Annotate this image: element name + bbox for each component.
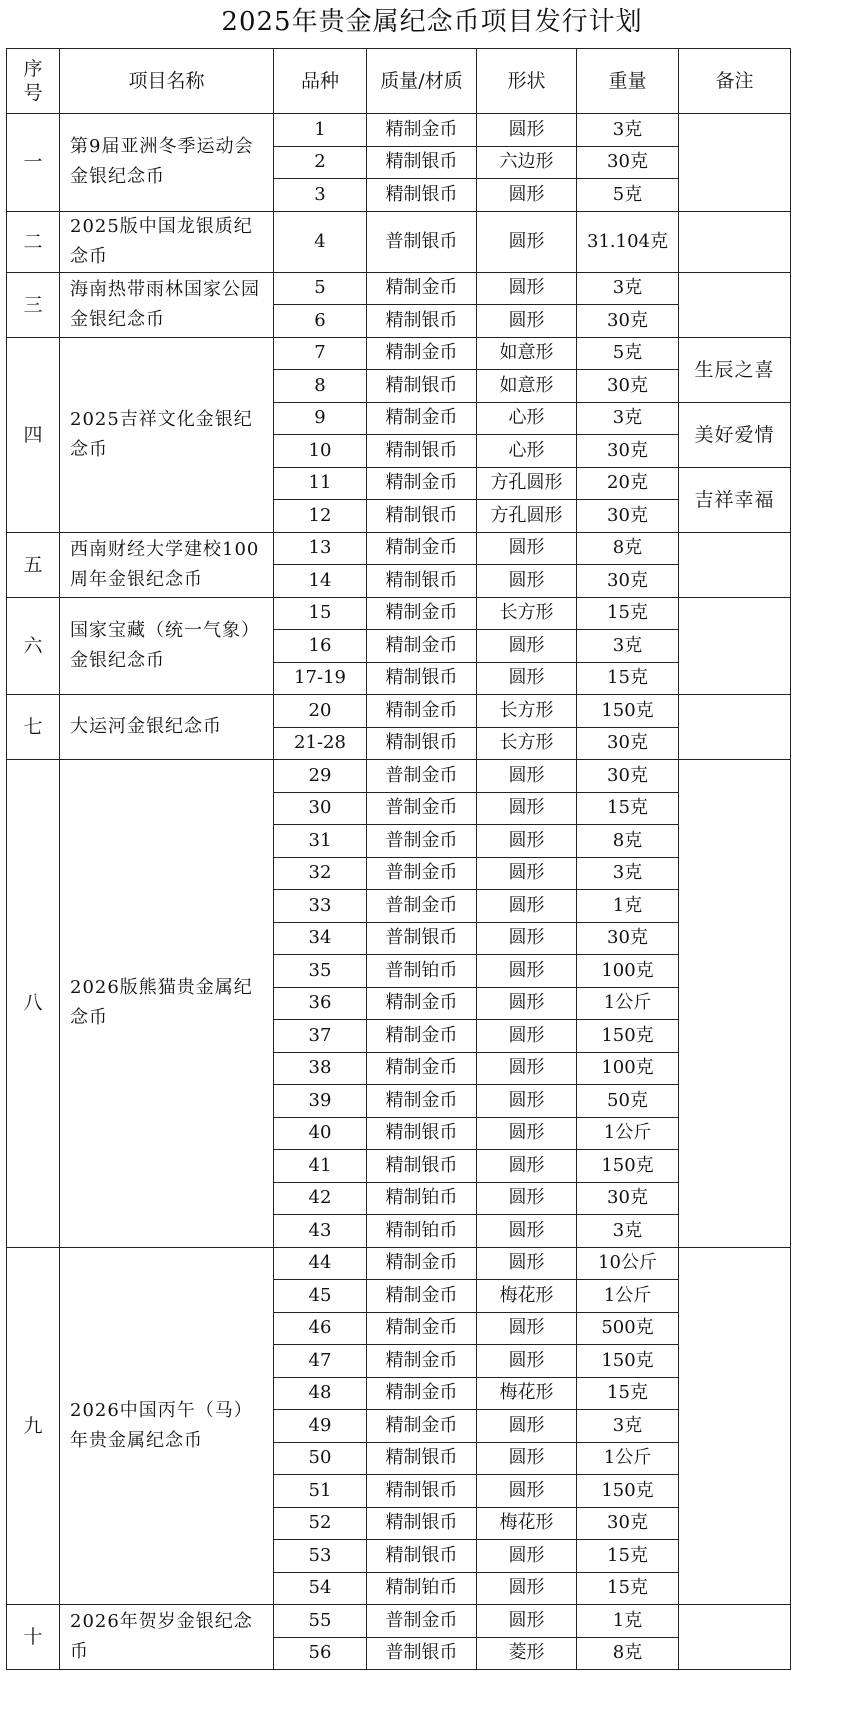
material-cell: 精制银币	[367, 565, 477, 598]
weight-cell: 3克	[577, 857, 679, 890]
weight-cell: 50克	[577, 1085, 679, 1118]
table-row	[7, 211, 791, 272]
shape-cell: 圆形	[477, 114, 577, 147]
variety-cell: 41	[274, 1150, 367, 1183]
shape-cell: 圆形	[477, 532, 577, 565]
weight-cell: 150克	[577, 1020, 679, 1053]
project-name: 第9届亚洲冬季运动会金银纪念币	[60, 114, 274, 212]
weight-cell: 30克	[577, 565, 679, 598]
table-row	[7, 1605, 791, 1638]
note-cell	[679, 597, 791, 695]
shape-cell: 圆形	[477, 305, 577, 338]
material-cell: 精制银币	[367, 662, 477, 695]
material-cell: 精制银币	[367, 727, 477, 760]
shape-cell: 圆形	[477, 857, 577, 890]
shape-cell: 圆形	[477, 987, 577, 1020]
material-cell: 精制银币	[367, 1475, 477, 1508]
material-cell: 精制银币	[367, 500, 477, 533]
project-name: 2025吉祥文化金银纪念币	[60, 337, 274, 532]
shape-cell: 长方形	[477, 695, 577, 728]
material-cell: 精制金币	[367, 1280, 477, 1313]
note-cell	[679, 1605, 791, 1670]
table-row	[7, 337, 791, 370]
material-cell: 普制金币	[367, 1605, 477, 1638]
variety-cell: 5	[274, 272, 367, 305]
shape-cell: 梅花形	[477, 1280, 577, 1313]
weight-cell: 1公斤	[577, 1442, 679, 1475]
note-cell	[679, 760, 791, 1248]
variety-cell: 47	[274, 1345, 367, 1378]
weight-cell: 30克	[577, 146, 679, 179]
shape-cell: 圆形	[477, 1247, 577, 1280]
material-cell: 精制银币	[367, 435, 477, 468]
variety-cell: 49	[274, 1410, 367, 1443]
project-seq: 七	[7, 695, 60, 760]
weight-cell: 15克	[577, 792, 679, 825]
material-cell: 普制金币	[367, 760, 477, 793]
shape-cell: 圆形	[477, 630, 577, 663]
material-cell: 精制金币	[367, 114, 477, 147]
project-name: 海南热带雨林国家公园金银纪念币	[60, 272, 274, 337]
material-cell: 普制银币	[367, 922, 477, 955]
material-cell: 精制金币	[367, 1085, 477, 1118]
weight-cell: 1公斤	[577, 987, 679, 1020]
project-name: 西南财经大学建校100周年金银纪念币	[60, 532, 274, 597]
variety-cell: 7	[274, 337, 367, 370]
variety-cell: 32	[274, 857, 367, 890]
variety-cell: 33	[274, 890, 367, 923]
shape-cell: 圆形	[477, 1540, 577, 1573]
table-body	[7, 114, 791, 1670]
weight-cell: 500克	[577, 1312, 679, 1345]
variety-cell: 20	[274, 695, 367, 728]
table-row	[7, 272, 791, 305]
weight-cell: 15克	[577, 662, 679, 695]
material-cell: 精制金币	[367, 1312, 477, 1345]
shape-cell: 圆形	[477, 1572, 577, 1605]
variety-cell: 2	[274, 146, 367, 179]
material-cell: 精制银币	[367, 305, 477, 338]
material-cell: 精制银币	[367, 146, 477, 179]
variety-cell: 16	[274, 630, 367, 663]
material-cell: 精制金币	[367, 1410, 477, 1443]
weight-cell: 8克	[577, 532, 679, 565]
shape-cell: 六边形	[477, 146, 577, 179]
table-row	[7, 114, 791, 147]
variety-cell: 38	[274, 1052, 367, 1085]
shape-cell: 圆形	[477, 211, 577, 272]
material-cell: 精制银币	[367, 1117, 477, 1150]
weight-cell: 15克	[577, 1540, 679, 1573]
weight-cell: 30克	[577, 435, 679, 468]
weight-cell: 30克	[577, 1507, 679, 1540]
variety-cell: 21-28	[274, 727, 367, 760]
shape-cell: 圆形	[477, 179, 577, 212]
variety-cell: 14	[274, 565, 367, 598]
variety-cell: 46	[274, 1312, 367, 1345]
variety-cell: 56	[274, 1637, 367, 1670]
weight-cell: 30克	[577, 370, 679, 403]
table-row	[7, 1247, 791, 1280]
variety-cell: 52	[274, 1507, 367, 1540]
header-variety: 品种	[274, 49, 367, 114]
project-seq: 八	[7, 760, 60, 1248]
material-cell: 精制金币	[367, 630, 477, 663]
weight-cell: 3克	[577, 272, 679, 305]
header-row	[7, 49, 791, 114]
project-name: 2026版熊猫贵金属纪念币	[60, 760, 274, 1248]
weight-cell: 30克	[577, 1182, 679, 1215]
variety-cell: 35	[274, 955, 367, 988]
shape-cell: 梅花形	[477, 1377, 577, 1410]
coin-plan-table	[6, 48, 791, 1670]
shape-cell: 梅花形	[477, 1507, 577, 1540]
shape-cell: 圆形	[477, 1020, 577, 1053]
material-cell: 精制铂币	[367, 1215, 477, 1248]
variety-cell: 50	[274, 1442, 367, 1475]
variety-cell: 29	[274, 760, 367, 793]
note-cell	[679, 1247, 791, 1605]
shape-cell: 圆形	[477, 1182, 577, 1215]
variety-cell: 6	[274, 305, 367, 338]
note-cell	[679, 211, 791, 272]
weight-cell: 15克	[577, 597, 679, 630]
shape-cell: 圆形	[477, 922, 577, 955]
variety-cell: 9	[274, 402, 367, 435]
project-seq: 二	[7, 211, 60, 272]
project-seq: 一	[7, 114, 60, 212]
shape-cell: 圆形	[477, 1605, 577, 1638]
weight-cell: 3克	[577, 1410, 679, 1443]
variety-cell: 31	[274, 825, 367, 858]
shape-cell: 心形	[477, 402, 577, 435]
material-cell: 精制铂币	[367, 1182, 477, 1215]
material-cell: 普制金币	[367, 792, 477, 825]
weight-cell: 1公斤	[577, 1117, 679, 1150]
note-cell: 吉祥幸福	[679, 467, 791, 532]
project-name: 2025版中国龙银质纪念币	[60, 211, 274, 272]
variety-cell: 13	[274, 532, 367, 565]
weight-cell: 31.104克	[577, 211, 679, 272]
material-cell: 精制金币	[367, 1247, 477, 1280]
material-cell: 精制银币	[367, 370, 477, 403]
weight-cell: 8克	[577, 1637, 679, 1670]
project-name: 2026中国丙午（马）年贵金属纪念币	[60, 1247, 274, 1605]
note-cell	[679, 272, 791, 337]
weight-cell: 3克	[577, 402, 679, 435]
table-row	[7, 695, 791, 728]
weight-cell: 20克	[577, 467, 679, 500]
shape-cell: 圆形	[477, 565, 577, 598]
variety-cell: 55	[274, 1605, 367, 1638]
variety-cell: 10	[274, 435, 367, 468]
shape-cell: 菱形	[477, 1637, 577, 1670]
header-material: 质量/材质	[367, 49, 477, 114]
shape-cell: 心形	[477, 435, 577, 468]
weight-cell: 1公斤	[577, 1280, 679, 1313]
material-cell: 精制金币	[367, 1377, 477, 1410]
material-cell: 精制金币	[367, 1052, 477, 1085]
material-cell: 普制铂币	[367, 955, 477, 988]
variety-cell: 39	[274, 1085, 367, 1118]
material-cell: 精制金币	[367, 987, 477, 1020]
header-note: 备注	[679, 49, 791, 114]
variety-cell: 17-19	[274, 662, 367, 695]
material-cell: 精制金币	[367, 402, 477, 435]
header-weight: 重量	[577, 49, 679, 114]
variety-cell: 54	[274, 1572, 367, 1605]
weight-cell: 30克	[577, 760, 679, 793]
weight-cell: 150克	[577, 1150, 679, 1183]
variety-cell: 51	[274, 1475, 367, 1508]
shape-cell: 圆形	[477, 890, 577, 923]
header-name: 项目名称	[60, 49, 274, 114]
shape-cell: 圆形	[477, 955, 577, 988]
weight-cell: 150克	[577, 1475, 679, 1508]
weight-cell: 8克	[577, 825, 679, 858]
variety-cell: 34	[274, 922, 367, 955]
project-seq: 五	[7, 532, 60, 597]
material-cell: 普制银币	[367, 1637, 477, 1670]
shape-cell: 方孔圆形	[477, 500, 577, 533]
variety-cell: 12	[274, 500, 367, 533]
material-cell: 精制银币	[367, 1540, 477, 1573]
shape-cell: 圆形	[477, 1150, 577, 1183]
weight-cell: 100克	[577, 1052, 679, 1085]
weight-cell: 100克	[577, 955, 679, 988]
variety-cell: 30	[274, 792, 367, 825]
shape-cell: 圆形	[477, 1085, 577, 1118]
variety-cell: 8	[274, 370, 367, 403]
variety-cell: 3	[274, 179, 367, 212]
variety-cell: 15	[274, 597, 367, 630]
material-cell: 精制银币	[367, 1507, 477, 1540]
weight-cell: 150克	[577, 1345, 679, 1378]
variety-cell: 45	[274, 1280, 367, 1313]
note-cell	[679, 532, 791, 597]
material-cell: 精制银币	[367, 1442, 477, 1475]
project-seq: 十	[7, 1605, 60, 1670]
shape-cell: 如意形	[477, 337, 577, 370]
material-cell: 精制金币	[367, 1020, 477, 1053]
weight-cell: 3克	[577, 1215, 679, 1248]
shape-cell: 圆形	[477, 792, 577, 825]
header-seq: 序号	[7, 49, 60, 114]
weight-cell: 30克	[577, 922, 679, 955]
shape-cell: 圆形	[477, 1410, 577, 1443]
variety-cell: 36	[274, 987, 367, 1020]
shape-cell: 方孔圆形	[477, 467, 577, 500]
shape-cell: 长方形	[477, 597, 577, 630]
weight-cell: 30克	[577, 500, 679, 533]
variety-cell: 42	[274, 1182, 367, 1215]
variety-cell: 44	[274, 1247, 367, 1280]
material-cell: 精制金币	[367, 272, 477, 305]
material-cell: 精制金币	[367, 532, 477, 565]
material-cell: 精制银币	[367, 179, 477, 212]
weight-cell: 150克	[577, 695, 679, 728]
variety-cell: 43	[274, 1215, 367, 1248]
project-seq: 九	[7, 1247, 60, 1605]
shape-cell: 圆形	[477, 1312, 577, 1345]
material-cell: 普制金币	[367, 890, 477, 923]
shape-cell: 圆形	[477, 1052, 577, 1085]
variety-cell: 11	[274, 467, 367, 500]
shape-cell: 长方形	[477, 727, 577, 760]
note-cell	[679, 695, 791, 760]
material-cell: 精制金币	[367, 467, 477, 500]
project-seq: 三	[7, 272, 60, 337]
table-row	[7, 532, 791, 565]
material-cell: 普制金币	[367, 857, 477, 890]
variety-cell: 40	[274, 1117, 367, 1150]
variety-cell: 37	[274, 1020, 367, 1053]
note-cell: 生辰之喜	[679, 337, 791, 402]
weight-cell: 3克	[577, 114, 679, 147]
weight-cell: 30克	[577, 727, 679, 760]
weight-cell: 15克	[577, 1572, 679, 1605]
header-shape: 形状	[477, 49, 577, 114]
shape-cell: 圆形	[477, 1475, 577, 1508]
project-name: 大运河金银纪念币	[60, 695, 274, 760]
material-cell: 精制铂币	[367, 1572, 477, 1605]
weight-cell: 30克	[577, 305, 679, 338]
note-cell	[679, 114, 791, 212]
project-name: 国家宝藏（统一气象）金银纪念币	[60, 597, 274, 695]
variety-cell: 48	[274, 1377, 367, 1410]
shape-cell: 圆形	[477, 760, 577, 793]
material-cell: 精制金币	[367, 695, 477, 728]
shape-cell: 圆形	[477, 825, 577, 858]
shape-cell: 圆形	[477, 1442, 577, 1475]
weight-cell: 10公斤	[577, 1247, 679, 1280]
table-row	[7, 597, 791, 630]
material-cell: 普制金币	[367, 825, 477, 858]
shape-cell: 圆形	[477, 1117, 577, 1150]
weight-cell: 1克	[577, 890, 679, 923]
weight-cell: 15克	[577, 1377, 679, 1410]
shape-cell: 如意形	[477, 370, 577, 403]
project-name: 2026年贺岁金银纪念币	[60, 1605, 274, 1670]
shape-cell: 圆形	[477, 272, 577, 305]
project-seq: 四	[7, 337, 60, 532]
project-seq: 六	[7, 597, 60, 695]
material-cell: 普制银币	[367, 211, 477, 272]
weight-cell: 1克	[577, 1605, 679, 1638]
table-row	[7, 760, 791, 793]
material-cell: 精制金币	[367, 337, 477, 370]
shape-cell: 圆形	[477, 1345, 577, 1378]
page-title: 2025年贵金属纪念币项目发行计划	[221, 7, 643, 37]
variety-cell: 53	[274, 1540, 367, 1573]
note-cell: 美好爱情	[679, 402, 791, 467]
material-cell: 精制金币	[367, 1345, 477, 1378]
weight-cell: 3克	[577, 630, 679, 663]
material-cell: 精制银币	[367, 1150, 477, 1183]
weight-cell: 5克	[577, 337, 679, 370]
material-cell: 精制金币	[367, 597, 477, 630]
shape-cell: 圆形	[477, 662, 577, 695]
shape-cell: 圆形	[477, 1215, 577, 1248]
variety-cell: 1	[274, 114, 367, 147]
weight-cell: 5克	[577, 179, 679, 212]
variety-cell: 4	[274, 211, 367, 272]
